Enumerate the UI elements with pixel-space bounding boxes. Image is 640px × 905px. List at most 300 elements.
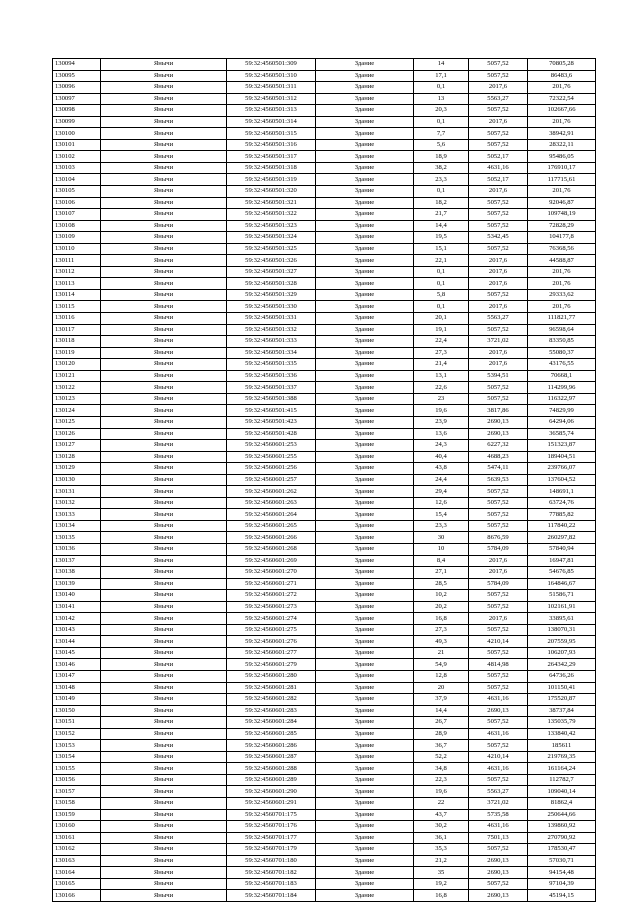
table-row <box>53 289 596 301</box>
row-number-cell: 130114 <box>53 289 101 301</box>
cadastral-number-cell: 59:32:4560601:287 <box>227 751 316 763</box>
cadastral-value-cell: 63724,76 <box>528 497 596 509</box>
cadastral-value-cell: 38737,84 <box>528 705 596 717</box>
cadastral-number-cell: 59:32:4560501:335 <box>227 359 316 371</box>
locality-cell: Янычи <box>101 405 227 417</box>
area-cell: 27,3 <box>414 624 469 636</box>
cadastral-value-cell: 109748,19 <box>528 209 596 221</box>
cadastral-value-cell: 109040,14 <box>528 786 596 798</box>
cadastral-value-cell: 114299,96 <box>528 382 596 394</box>
cadastral-value-cell: 175520,87 <box>528 694 596 706</box>
table-row <box>53 844 596 856</box>
locality-cell: Янычи <box>101 463 227 475</box>
area-cell: 23,9 <box>414 416 469 428</box>
cadastral-number-cell: 59:32:4560601:268 <box>227 543 316 555</box>
unit-value-cell: 4631,16 <box>469 162 528 174</box>
row-number-cell: 130144 <box>53 636 101 648</box>
cadastral-value-cell: 51586,71 <box>528 590 596 602</box>
cadastral-number-cell: 59:32:4560601:269 <box>227 555 316 567</box>
cadastral-value-cell: 270790,92 <box>528 832 596 844</box>
object-type-cell: Здание <box>316 128 414 140</box>
area-cell: 23,3 <box>414 520 469 532</box>
unit-value-cell: 6227,32 <box>469 440 528 452</box>
object-type-cell: Здание <box>316 774 414 786</box>
row-number-cell: 130110 <box>53 243 101 255</box>
table-row <box>53 301 596 313</box>
cadastral-value-cell: 44588,87 <box>528 255 596 267</box>
area-cell: 43,7 <box>414 809 469 821</box>
object-type-cell: Здание <box>316 809 414 821</box>
row-number-cell: 130156 <box>53 774 101 786</box>
locality-cell: Янычи <box>101 139 227 151</box>
cadastral-value-cell: 45194,15 <box>528 890 596 902</box>
object-type-cell: Здание <box>316 474 414 486</box>
row-number-cell: 130115 <box>53 301 101 313</box>
area-cell: 43,8 <box>414 463 469 475</box>
unit-value-cell: 5057,52 <box>469 393 528 405</box>
cadastral-number-cell: 59:32:4560601:274 <box>227 613 316 625</box>
locality-cell: Янычи <box>101 174 227 186</box>
unit-value-cell: 5342,45 <box>469 232 528 244</box>
area-cell: 35,3 <box>414 844 469 856</box>
cadastral-number-cell: 59:32:4560501:330 <box>227 301 316 313</box>
locality-cell: Янычи <box>101 798 227 810</box>
cadastral-value-cell: 164846,67 <box>528 578 596 590</box>
object-type-cell: Здание <box>316 590 414 602</box>
table-row <box>53 336 596 348</box>
row-number-cell: 130141 <box>53 601 101 613</box>
object-type-cell: Здание <box>316 451 414 463</box>
cadastral-value-cell: 83350,85 <box>528 336 596 348</box>
table-row <box>53 670 596 682</box>
unit-value-cell: 2017,6 <box>469 82 528 94</box>
locality-cell: Янычи <box>101 289 227 301</box>
area-cell: 20,2 <box>414 601 469 613</box>
locality-cell: Янычи <box>101 694 227 706</box>
row-number-cell: 130151 <box>53 717 101 729</box>
cadastral-number-cell: 59:32:4560501:327 <box>227 266 316 278</box>
cadastral-value-cell: 55080,37 <box>528 347 596 359</box>
row-number-cell: 130163 <box>53 855 101 867</box>
cadastral-number-cell: 59:32:4560501:331 <box>227 313 316 325</box>
object-type-cell: Здание <box>316 740 414 752</box>
cadastral-value-cell: 201,76 <box>528 186 596 198</box>
table-row <box>53 128 596 140</box>
area-cell: 10,2 <box>414 590 469 602</box>
row-number-cell: 130096 <box>53 82 101 94</box>
row-number-cell: 130098 <box>53 105 101 117</box>
cadastral-value-cell: 137604,52 <box>528 474 596 486</box>
cadastral-value-cell: 106207,93 <box>528 647 596 659</box>
cadastral-number-cell: 59:32:4560601:284 <box>227 717 316 729</box>
area-cell: 29,4 <box>414 486 469 498</box>
locality-cell: Янычи <box>101 821 227 833</box>
table-row <box>53 174 596 186</box>
object-type-cell: Здание <box>316 440 414 452</box>
unit-value-cell: 2017,6 <box>469 567 528 579</box>
unit-value-cell: 4631,16 <box>469 763 528 775</box>
area-cell: 7,7 <box>414 128 469 140</box>
object-type-cell: Здание <box>316 705 414 717</box>
table-row <box>53 543 596 555</box>
area-cell: 19,6 <box>414 786 469 798</box>
locality-cell: Янычи <box>101 613 227 625</box>
object-type-cell: Здание <box>316 543 414 555</box>
table-row <box>53 613 596 625</box>
object-type-cell: Здание <box>316 209 414 221</box>
row-number-cell: 130095 <box>53 70 101 82</box>
area-cell: 19,1 <box>414 324 469 336</box>
table-row <box>53 428 596 440</box>
object-type-cell: Здание <box>316 832 414 844</box>
table-row <box>53 774 596 786</box>
object-type-cell: Здание <box>316 844 414 856</box>
area-cell: 19,5 <box>414 232 469 244</box>
locality-cell: Янычи <box>101 220 227 232</box>
table-row <box>53 451 596 463</box>
table-row <box>53 567 596 579</box>
table-row <box>53 209 596 221</box>
object-type-cell: Здание <box>316 266 414 278</box>
locality-cell: Янычи <box>101 486 227 498</box>
area-cell: 10 <box>414 543 469 555</box>
cadastral-value-cell: 201,76 <box>528 278 596 290</box>
cadastral-value-cell: 104177,8 <box>528 232 596 244</box>
area-cell: 14 <box>414 59 469 71</box>
locality-cell: Янычи <box>101 520 227 532</box>
locality-cell: Янычи <box>101 728 227 740</box>
cadastral-number-cell: 59:32:4560601:265 <box>227 520 316 532</box>
row-number-cell: 130140 <box>53 590 101 602</box>
unit-value-cell: 2017,6 <box>469 359 528 371</box>
cadastral-number-cell: 59:32:4560501:319 <box>227 174 316 186</box>
cadastral-value-cell: 64294,06 <box>528 416 596 428</box>
row-number-cell: 130136 <box>53 543 101 555</box>
table-row <box>53 601 596 613</box>
cadastral-number-cell: 59:32:4560601:262 <box>227 486 316 498</box>
cadastral-number-cell: 59:32:4560601:256 <box>227 463 316 475</box>
row-number-cell: 130111 <box>53 255 101 267</box>
locality-cell: Янычи <box>101 682 227 694</box>
row-number-cell: 130113 <box>53 278 101 290</box>
document-page <box>52 58 595 902</box>
cadastral-value-cell: 94154,48 <box>528 867 596 879</box>
cadastral-number-cell: 59:32:4560501:337 <box>227 382 316 394</box>
area-cell: 37,9 <box>414 694 469 706</box>
cadastral-value-cell: 151323,87 <box>528 440 596 452</box>
locality-cell: Янычи <box>101 370 227 382</box>
cadastral-number-cell: 59:32:4560501:388 <box>227 393 316 405</box>
object-type-cell: Здание <box>316 613 414 625</box>
unit-value-cell: 5057,52 <box>469 486 528 498</box>
row-number-cell: 130154 <box>53 751 101 763</box>
unit-value-cell: 5052,17 <box>469 151 528 163</box>
locality-cell: Янычи <box>101 740 227 752</box>
object-type-cell: Здание <box>316 670 414 682</box>
object-type-cell: Здание <box>316 162 414 174</box>
object-type-cell: Здание <box>316 486 414 498</box>
table-row <box>53 416 596 428</box>
object-type-cell: Здание <box>316 151 414 163</box>
cadastral-value-cell: 74829,99 <box>528 405 596 417</box>
table-row <box>53 555 596 567</box>
table-row <box>53 93 596 105</box>
cadastral-number-cell: 59:32:4560501:318 <box>227 162 316 174</box>
row-number-cell: 130139 <box>53 578 101 590</box>
unit-value-cell: 5639,53 <box>469 474 528 486</box>
object-type-cell: Здание <box>316 728 414 740</box>
locality-cell: Янычи <box>101 82 227 94</box>
cadastral-value-cell: 139860,92 <box>528 821 596 833</box>
object-type-cell: Здание <box>316 428 414 440</box>
unit-value-cell: 2017,6 <box>469 116 528 128</box>
area-cell: 23,3 <box>414 174 469 186</box>
object-type-cell: Здание <box>316 174 414 186</box>
area-cell: 15,4 <box>414 509 469 521</box>
cadastral-number-cell: 59:32:4560601:271 <box>227 578 316 590</box>
unit-value-cell: 5057,52 <box>469 382 528 394</box>
row-number-cell: 130112 <box>53 266 101 278</box>
cadastral-number-cell: 59:32:4560501:321 <box>227 197 316 209</box>
cadastral-value-cell: 28322,11 <box>528 139 596 151</box>
object-type-cell: Здание <box>316 255 414 267</box>
cadastral-value-cell: 201,76 <box>528 301 596 313</box>
row-number-cell: 130117 <box>53 324 101 336</box>
unit-value-cell: 2017,6 <box>469 186 528 198</box>
locality-cell: Янычи <box>101 105 227 117</box>
unit-value-cell: 5057,52 <box>469 209 528 221</box>
area-cell: 28,9 <box>414 728 469 740</box>
cadastral-number-cell: 59:32:4560501:332 <box>227 324 316 336</box>
table-row <box>53 532 596 544</box>
row-number-cell: 130097 <box>53 93 101 105</box>
area-cell: 36,1 <box>414 832 469 844</box>
area-cell: 0,1 <box>414 116 469 128</box>
table-row <box>53 590 596 602</box>
cadastral-number-cell: 59:32:4560501:317 <box>227 151 316 163</box>
cadastral-value-cell: 178530,47 <box>528 844 596 856</box>
unit-value-cell: 5057,52 <box>469 197 528 209</box>
row-number-cell: 130142 <box>53 613 101 625</box>
unit-value-cell: 5784,09 <box>469 578 528 590</box>
unit-value-cell: 5563,27 <box>469 313 528 325</box>
unit-value-cell: 5057,52 <box>469 128 528 140</box>
row-number-cell: 130160 <box>53 821 101 833</box>
cadastral-number-cell: 59:32:4560601:253 <box>227 440 316 452</box>
cadastral-value-cell: 148691,1 <box>528 486 596 498</box>
object-type-cell: Здание <box>316 336 414 348</box>
locality-cell: Янычи <box>101 705 227 717</box>
locality-cell: Янычи <box>101 555 227 567</box>
row-number-cell: 130130 <box>53 474 101 486</box>
locality-cell: Янычи <box>101 532 227 544</box>
object-type-cell: Здание <box>316 694 414 706</box>
unit-value-cell: 5057,52 <box>469 682 528 694</box>
object-type-cell: Здание <box>316 855 414 867</box>
cadastral-number-cell: 59:32:4560601:257 <box>227 474 316 486</box>
object-type-cell: Здание <box>316 243 414 255</box>
locality-cell: Янычи <box>101 209 227 221</box>
cadastral-number-cell: 59:32:4560601:255 <box>227 451 316 463</box>
row-number-cell: 130126 <box>53 428 101 440</box>
row-number-cell: 130131 <box>53 486 101 498</box>
cadastral-number-cell: 59:32:4560501:320 <box>227 186 316 198</box>
cadastral-value-cell: 38942,91 <box>528 128 596 140</box>
object-type-cell: Здание <box>316 324 414 336</box>
locality-cell: Янычи <box>101 509 227 521</box>
unit-value-cell: 5057,52 <box>469 70 528 82</box>
area-cell: 22,4 <box>414 336 469 348</box>
cadastral-number-cell: 59:32:4560601:285 <box>227 728 316 740</box>
unit-value-cell: 5057,52 <box>469 289 528 301</box>
cadastral-number-cell: 59:32:4560501:428 <box>227 428 316 440</box>
locality-cell: Янычи <box>101 590 227 602</box>
locality-cell: Янычи <box>101 497 227 509</box>
area-cell: 13 <box>414 93 469 105</box>
cadastral-value-cell: 189404,51 <box>528 451 596 463</box>
cadastral-number-cell: 59:32:4560601:272 <box>227 590 316 602</box>
unit-value-cell: 5057,52 <box>469 520 528 532</box>
locality-cell: Янычи <box>101 278 227 290</box>
cadastral-number-cell: 59:32:4560501:322 <box>227 209 316 221</box>
table-row <box>53 266 596 278</box>
row-number-cell: 130102 <box>53 151 101 163</box>
area-cell: 38,2 <box>414 162 469 174</box>
locality-cell: Янычи <box>101 543 227 555</box>
cadastral-number-cell: 59:32:4560601:283 <box>227 705 316 717</box>
cadastral-value-cell: 81862,4 <box>528 798 596 810</box>
object-type-cell: Здание <box>316 786 414 798</box>
area-cell: 21,2 <box>414 855 469 867</box>
cadastral-value-cell: 16947,81 <box>528 555 596 567</box>
unit-value-cell: 5057,52 <box>469 670 528 682</box>
cadastral-value-cell: 101150,41 <box>528 682 596 694</box>
cadastral-value-cell: 33895,61 <box>528 613 596 625</box>
locality-cell: Янычи <box>101 832 227 844</box>
table-row <box>53 717 596 729</box>
unit-value-cell: 5394,51 <box>469 370 528 382</box>
area-cell: 23 <box>414 393 469 405</box>
area-cell: 0,1 <box>414 301 469 313</box>
cadastral-value-cell: 72828,29 <box>528 220 596 232</box>
table-row <box>53 382 596 394</box>
unit-value-cell: 5057,52 <box>469 105 528 117</box>
table-row <box>53 105 596 117</box>
area-cell: 30,2 <box>414 821 469 833</box>
cadastral-number-cell: 59:32:4560501:323 <box>227 220 316 232</box>
data-table <box>52 58 596 902</box>
cadastral-value-cell: 207559,95 <box>528 636 596 648</box>
row-number-cell: 130106 <box>53 197 101 209</box>
cadastral-number-cell: 59:32:4560501:333 <box>227 336 316 348</box>
locality-cell: Янычи <box>101 878 227 890</box>
table-row <box>53 347 596 359</box>
area-cell: 21,4 <box>414 359 469 371</box>
unit-value-cell: 5057,52 <box>469 139 528 151</box>
object-type-cell: Здание <box>316 116 414 128</box>
cadastral-value-cell: 36585,74 <box>528 428 596 440</box>
row-number-cell: 130166 <box>53 890 101 902</box>
locality-cell: Янычи <box>101 636 227 648</box>
object-type-cell: Здание <box>316 289 414 301</box>
table-row <box>53 636 596 648</box>
table-row <box>53 878 596 890</box>
locality-cell: Янычи <box>101 809 227 821</box>
table-row <box>53 393 596 405</box>
table-row <box>53 659 596 671</box>
object-type-cell: Здание <box>316 520 414 532</box>
table-row <box>53 186 596 198</box>
locality-cell: Янычи <box>101 717 227 729</box>
row-number-cell: 130157 <box>53 786 101 798</box>
locality-cell: Янычи <box>101 774 227 786</box>
unit-value-cell: 2690,13 <box>469 855 528 867</box>
cadastral-value-cell: 96598,64 <box>528 324 596 336</box>
area-cell: 21 <box>414 647 469 659</box>
cadastral-value-cell: 102161,91 <box>528 601 596 613</box>
cadastral-number-cell: 59:32:4560501:329 <box>227 289 316 301</box>
object-type-cell: Здание <box>316 890 414 902</box>
unit-value-cell: 5057,52 <box>469 220 528 232</box>
unit-value-cell: 4814,98 <box>469 659 528 671</box>
unit-value-cell: 2017,6 <box>469 266 528 278</box>
cadastral-number-cell: 59:32:4560701:183 <box>227 878 316 890</box>
locality-cell: Янычи <box>101 867 227 879</box>
row-number-cell: 130164 <box>53 867 101 879</box>
area-cell: 19,6 <box>414 405 469 417</box>
cadastral-value-cell: 70805,28 <box>528 59 596 71</box>
area-cell: 22 <box>414 798 469 810</box>
row-number-cell: 130104 <box>53 174 101 186</box>
table-row <box>53 509 596 521</box>
object-type-cell: Здание <box>316 682 414 694</box>
unit-value-cell: 5052,17 <box>469 174 528 186</box>
object-type-cell: Здание <box>316 555 414 567</box>
cadastral-value-cell: 76368,56 <box>528 243 596 255</box>
unit-value-cell: 2690,13 <box>469 890 528 902</box>
table-row <box>53 255 596 267</box>
unit-value-cell: 3817,86 <box>469 405 528 417</box>
table-row <box>53 705 596 717</box>
unit-value-cell: 2690,13 <box>469 705 528 717</box>
row-number-cell: 130147 <box>53 670 101 682</box>
locality-cell: Янычи <box>101 474 227 486</box>
unit-value-cell: 5057,52 <box>469 774 528 786</box>
cadastral-number-cell: 59:32:4560601:288 <box>227 763 316 775</box>
object-type-cell: Здание <box>316 70 414 82</box>
cadastral-number-cell: 59:32:4560601:286 <box>227 740 316 752</box>
row-number-cell: 130094 <box>53 59 101 71</box>
area-cell: 13,1 <box>414 370 469 382</box>
locality-cell: Янычи <box>101 416 227 428</box>
row-number-cell: 130128 <box>53 451 101 463</box>
cadastral-value-cell: 97104,39 <box>528 878 596 890</box>
cadastral-value-cell: 264342,29 <box>528 659 596 671</box>
area-cell: 49,3 <box>414 636 469 648</box>
object-type-cell: Здание <box>316 359 414 371</box>
row-number-cell: 130133 <box>53 509 101 521</box>
cadastral-number-cell: 59:32:4560501:324 <box>227 232 316 244</box>
locality-cell: Янычи <box>101 151 227 163</box>
unit-value-cell: 5057,52 <box>469 243 528 255</box>
table-row <box>53 151 596 163</box>
table-row <box>53 497 596 509</box>
unit-value-cell: 5474,11 <box>469 463 528 475</box>
locality-cell: Янычи <box>101 266 227 278</box>
unit-value-cell: 5057,52 <box>469 740 528 752</box>
object-type-cell: Здание <box>316 567 414 579</box>
row-number-cell: 130145 <box>53 647 101 659</box>
